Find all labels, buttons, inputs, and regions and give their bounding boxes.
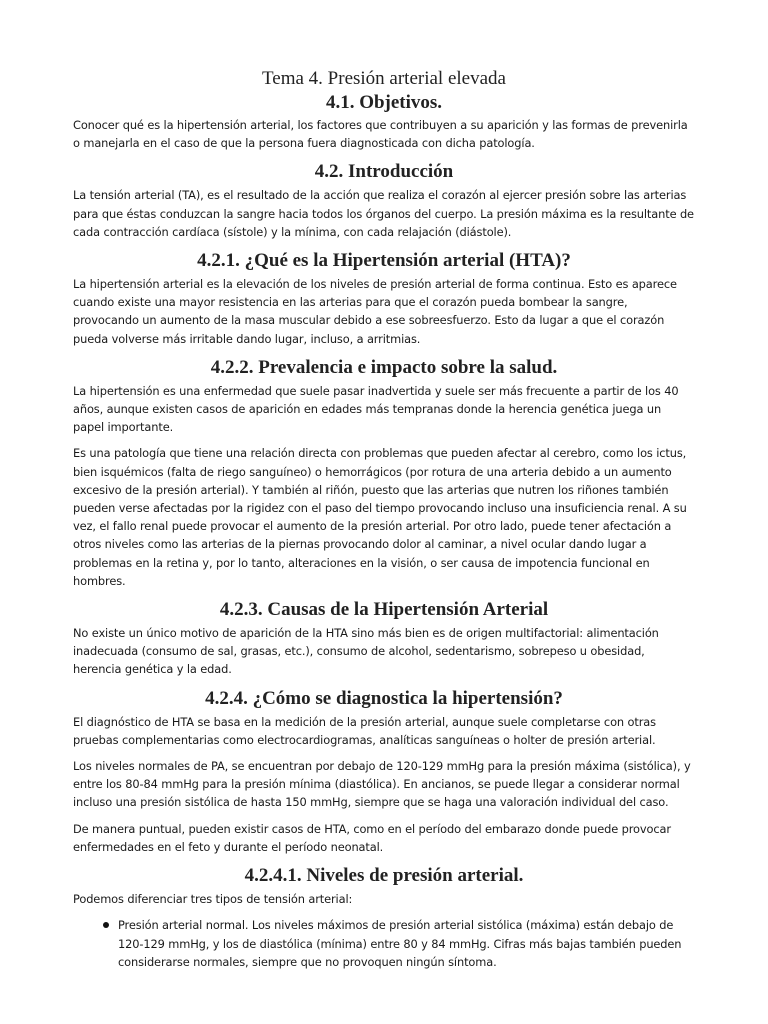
section-heading-objetivos: 4.1. Objetivos.	[325, 92, 443, 113]
section-heading-prevalencia: 4.2.2. Prevalencia e impacto sobre la salud.	[210, 356, 558, 378]
paragraph-prevalencia-2: Es una patología que tiene una relación directa con problemas que pueden afectar al cerebro, como los ictus, bien isquémicos (falta de riego sanguíneo) o hemorrágicos (por rotura de una arteria debido a un aumento excesivo de la presión arterial). Y también al riñón, puesto que las arterias que nutren los riñones también pueden verse afectadas por la rigidez con el paso del tiempo provocando incluso una insuficiencia renal. A su vez, el fallo renal puede provocar el aumento de la presión arterial. Por otro lado, puede tener afectación a otros niveles como las arterias de la piernas provocando dolor al caminar, a nivel ocular dando lugar a problemas en la retina y, por lo tanto, alteraciones en la visión, o ser causa de impotencia funcional en hombres.	[73, 446, 687, 588]
paragraph-diagnostico-1: El diagnóstico de HTA se basa en la medición de la presión arterial, aunque suele completarse con otras pruebas complementarias como electrocardiogramas, analíticas sanguíneas o holter de presión arterial.	[73, 714, 656, 747]
section-heading-niveles: 4.2.4.1. Niveles de presión arterial.	[244, 865, 524, 887]
section-heading-causas: 4.2.3. Causas de la Hipertensión Arterial	[219, 599, 549, 621]
section-heading-que-es-hta: 4.2.1. ¿Qué es la Hipertensión arterial (HTA)?	[197, 250, 571, 272]
paragraph-introduccion: La tensión arterial (TA), es el resultado de la acción que realiza el corazón al ejercer presión sobre las arterias para que éstas conduzcan la sangre hacia todos los órganos del cuerpo. La presión máxima es la resultante de cada contracción cardíaca (sístole) y la mínima, con cada relajación (diástole).	[73, 188, 694, 239]
document-page	[73, 66, 695, 971]
paragraph-diagnostico-2: Los niveles normales de PA, se encuentran por debajo de 120-129 mmHg para la presión máxima (sistólica), y entre los 80-84 mmHg para la presión mínima (diastólica). En ancianos, se puede llegar a considerar normal incluso una presión sistólica de hasta 150 mmHg, siempre que se haga una valoración individual del caso.	[73, 759, 691, 810]
paragraph-diagnostico-3: De manera puntual, pueden existir casos de HTA, como en el período del embarazo donde puede provocar enfermedades en el feto y durante el período neonatal.	[73, 821, 671, 854]
section-heading-diagnostico: 4.2.4. ¿Cómo se diagnostica la hipertensión?	[205, 687, 563, 709]
list-item: Presión arterial normal. Los niveles máximos de presión arterial sistólica (máxima) están debajo de 120-129 mmHg, y los de diastólica (mínima) entre 80 y 84 mmHg. Cifras más bajas también pueden considerarse normales, siempre que no provoquen ningún síntoma.	[118, 916, 695, 971]
paragraph-que-es-hta: La hipertensión arterial es la elevación de los niveles de presión arterial de forma continua. Esto es aparece cuando existe una mayor resistencia en las arterias para que el corazón pueda bombear la sangre, provocando un aumento de la masa muscular debido a ese sobreesfuerzo. Esto da lugar a que el corazón pueda volverse más irritable dando lugar, incluso, a arritmias.	[73, 277, 677, 346]
niveles-list	[73, 916, 695, 971]
paragraph-objetivos: Conocer qué es la hipertensión arterial, los factores que contribuyen a su aparición y las formas de prevenirla o manejarla en el caso de que la persona fuera diagnosticada con dicha patología.	[73, 118, 688, 151]
paragraph-niveles: Podemos diferenciar tres tipos de tensión arterial:	[73, 892, 353, 907]
paragraph-causas: No existe un único motivo de aparición de la HTA sino más bien es de origen multifactorial: alimentación inadecuada (consumo de sal, grasas, etc.), consumo de alcohol, sedentarismo, sobrepeso u obesidad, herencia genética y la edad.	[73, 626, 659, 677]
paragraph-prevalencia-1: La hipertensión es una enfermedad que suele pasar inadvertida y suele ser más frecuente a partir de los 40 años, aunque existen casos de aparición en edades más tempranas donde la herencia genética juega un papel importante.	[73, 383, 679, 435]
document-title: Tema 4. Presión arterial elevada	[262, 68, 506, 89]
section-heading-introduccion: 4.2. Introducción	[314, 161, 454, 183]
